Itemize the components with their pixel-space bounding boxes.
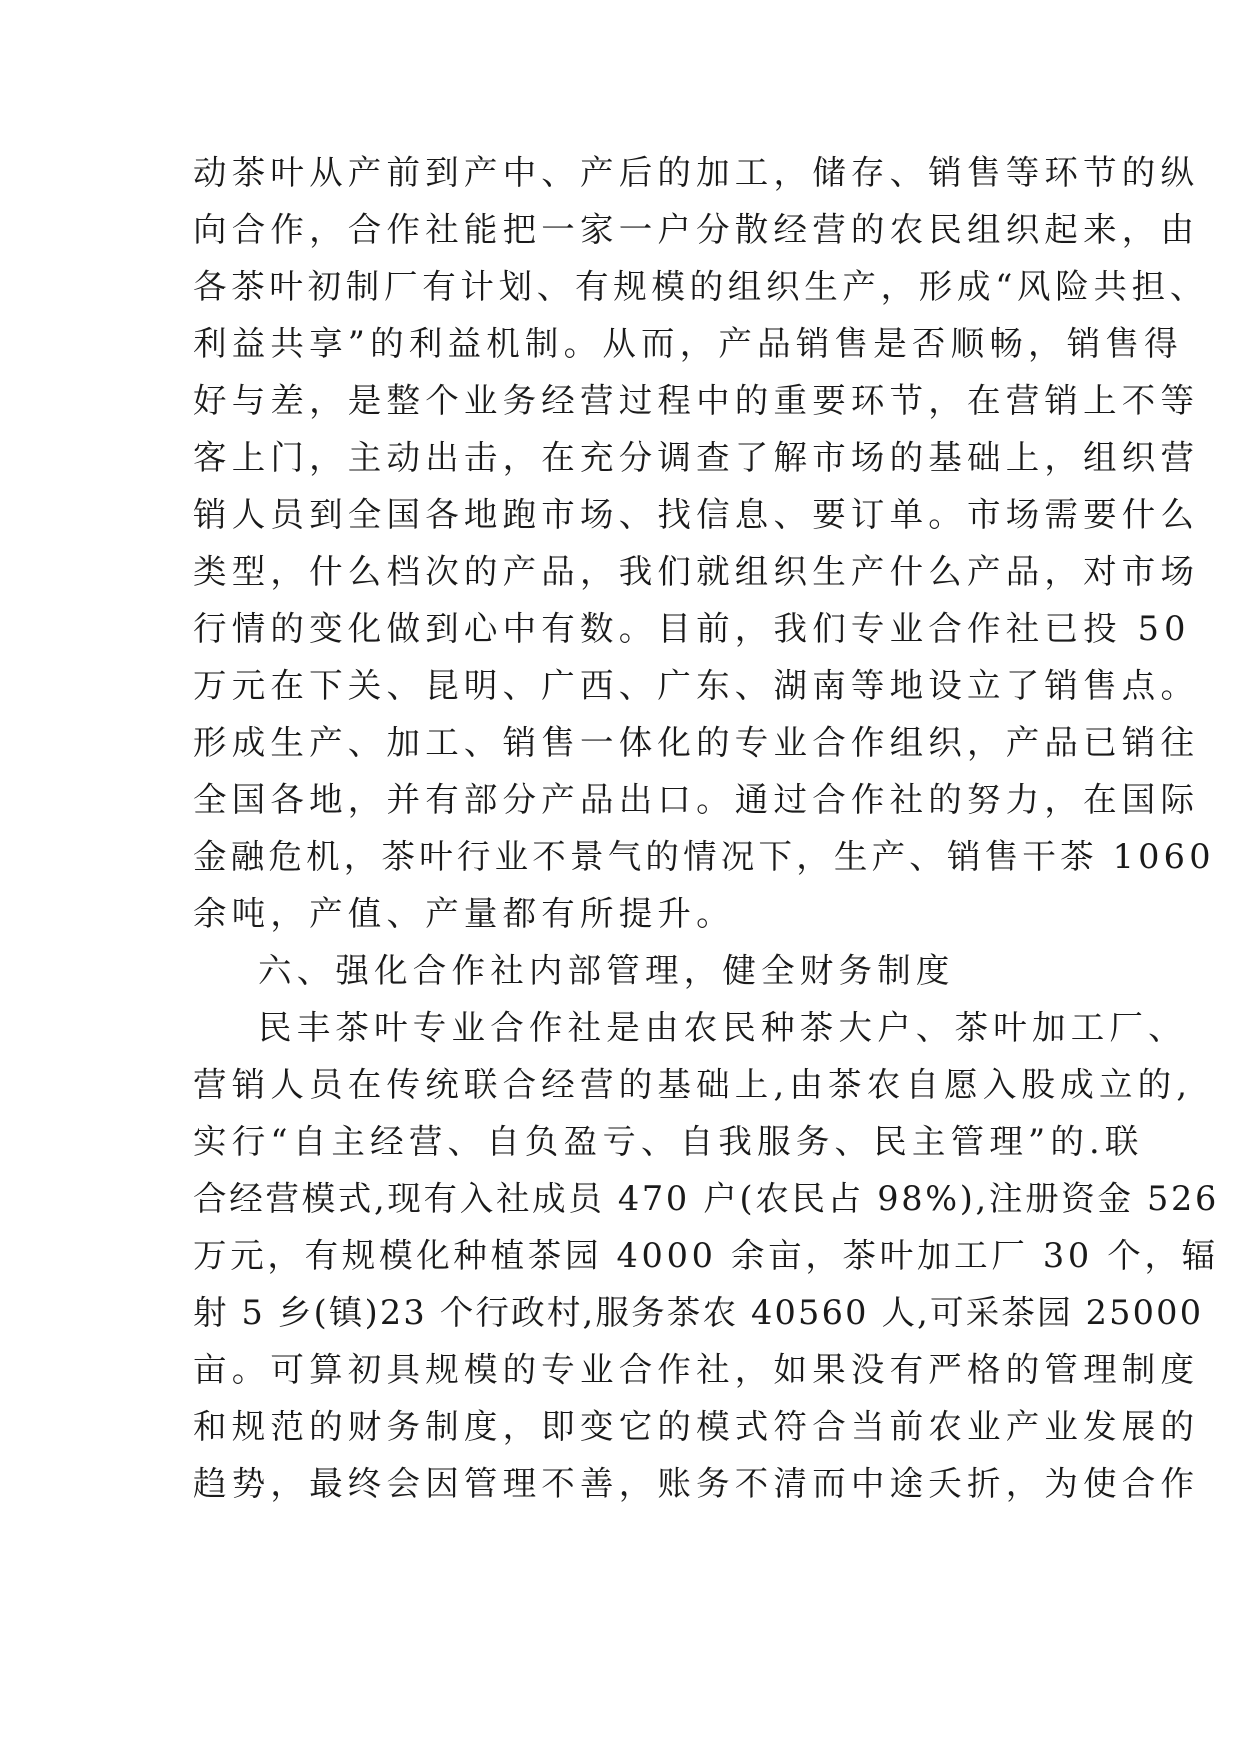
section-heading: 六、强化合作社内部管理，健全财务制度 — [258, 951, 955, 990]
text-line-3: 各茶叶初制厂有计划、有规模的组织生产，形成“风险共担、 — [193, 267, 1209, 306]
text-line-6: 客上门，主动出击，在充分调查了解市场的基础上，组织营 — [193, 438, 1200, 477]
text-line-13: 金融危机，茶叶行业不景气的情况下，生产、销售干茶 1060 — [193, 837, 1215, 876]
text-line-11: 形成生产、加工、销售一体化的专业合作组织，产品已销往 — [193, 723, 1200, 762]
text-line-2: 向合作，合作社能把一家一户分散经营的农民组织起来，由 — [193, 210, 1200, 249]
text-line-5: 好与差，是整个业务经营过程中的重要环节，在营销上不等 — [193, 381, 1200, 420]
text-line-22: 亩。可算初具规模的专业合作社，如果没有严格的管理制度 — [193, 1350, 1200, 1389]
text-line-1: 动茶叶从产前到产中、产后的加工，储存、销售等环节的纵 — [193, 153, 1200, 192]
text-line-16: 民丰茶叶专业合作社是由农民种茶大户、茶叶加工厂、 — [258, 1008, 1187, 1047]
text-line-12: 全国各地，并有部分产品出口。通过合作社的努力，在国际 — [193, 780, 1200, 819]
text-line-20: 万元，有规模化种植茶园 4000 余亩，茶叶加工厂 30 个，辐 — [193, 1236, 1219, 1275]
text-line-19: 合经营模式,现有入社成员 470 户(农民占 98%),注册资金 526 — [193, 1179, 1220, 1218]
text-line-24: 趋势，最终会因管理不善，账务不清而中途夭折，为使合作 — [193, 1464, 1200, 1503]
text-line-17: 营销人员在传统联合经营的基础上,由茶农自愿入股成立的, — [193, 1065, 1193, 1104]
text-line-9: 行情的变化做到心中有数。目前，我们专业合作社已投 50 — [193, 609, 1191, 648]
text-line-21: 射 5 乡(镇)23 个行政村,服务茶农 40560 人,可采茶园 25000 — [193, 1293, 1204, 1332]
text-line-18: 实行“自主经营、自负盈亏、自我服务、民主管理”的.联 — [193, 1122, 1144, 1161]
text-line-23: 和规范的财务制度，即变它的模式符合当前农业产业发展的 — [193, 1407, 1200, 1446]
text-line-14: 余吨，产值、产量都有所提升。 — [193, 894, 735, 933]
text-line-7: 销人员到全国各地跑市场、找信息、要订单。市场需要什么 — [193, 495, 1200, 534]
text-line-10: 万元在下关、昆明、广西、广东、湖南等地设立了销售点。 — [193, 666, 1200, 705]
text-line-4: 利益共享”的利益机制。从而，产品销售是否顺畅，销售得 — [193, 324, 1183, 363]
text-line-8: 类型，什么档次的产品，我们就组织生产什么产品，对市场 — [193, 552, 1200, 591]
